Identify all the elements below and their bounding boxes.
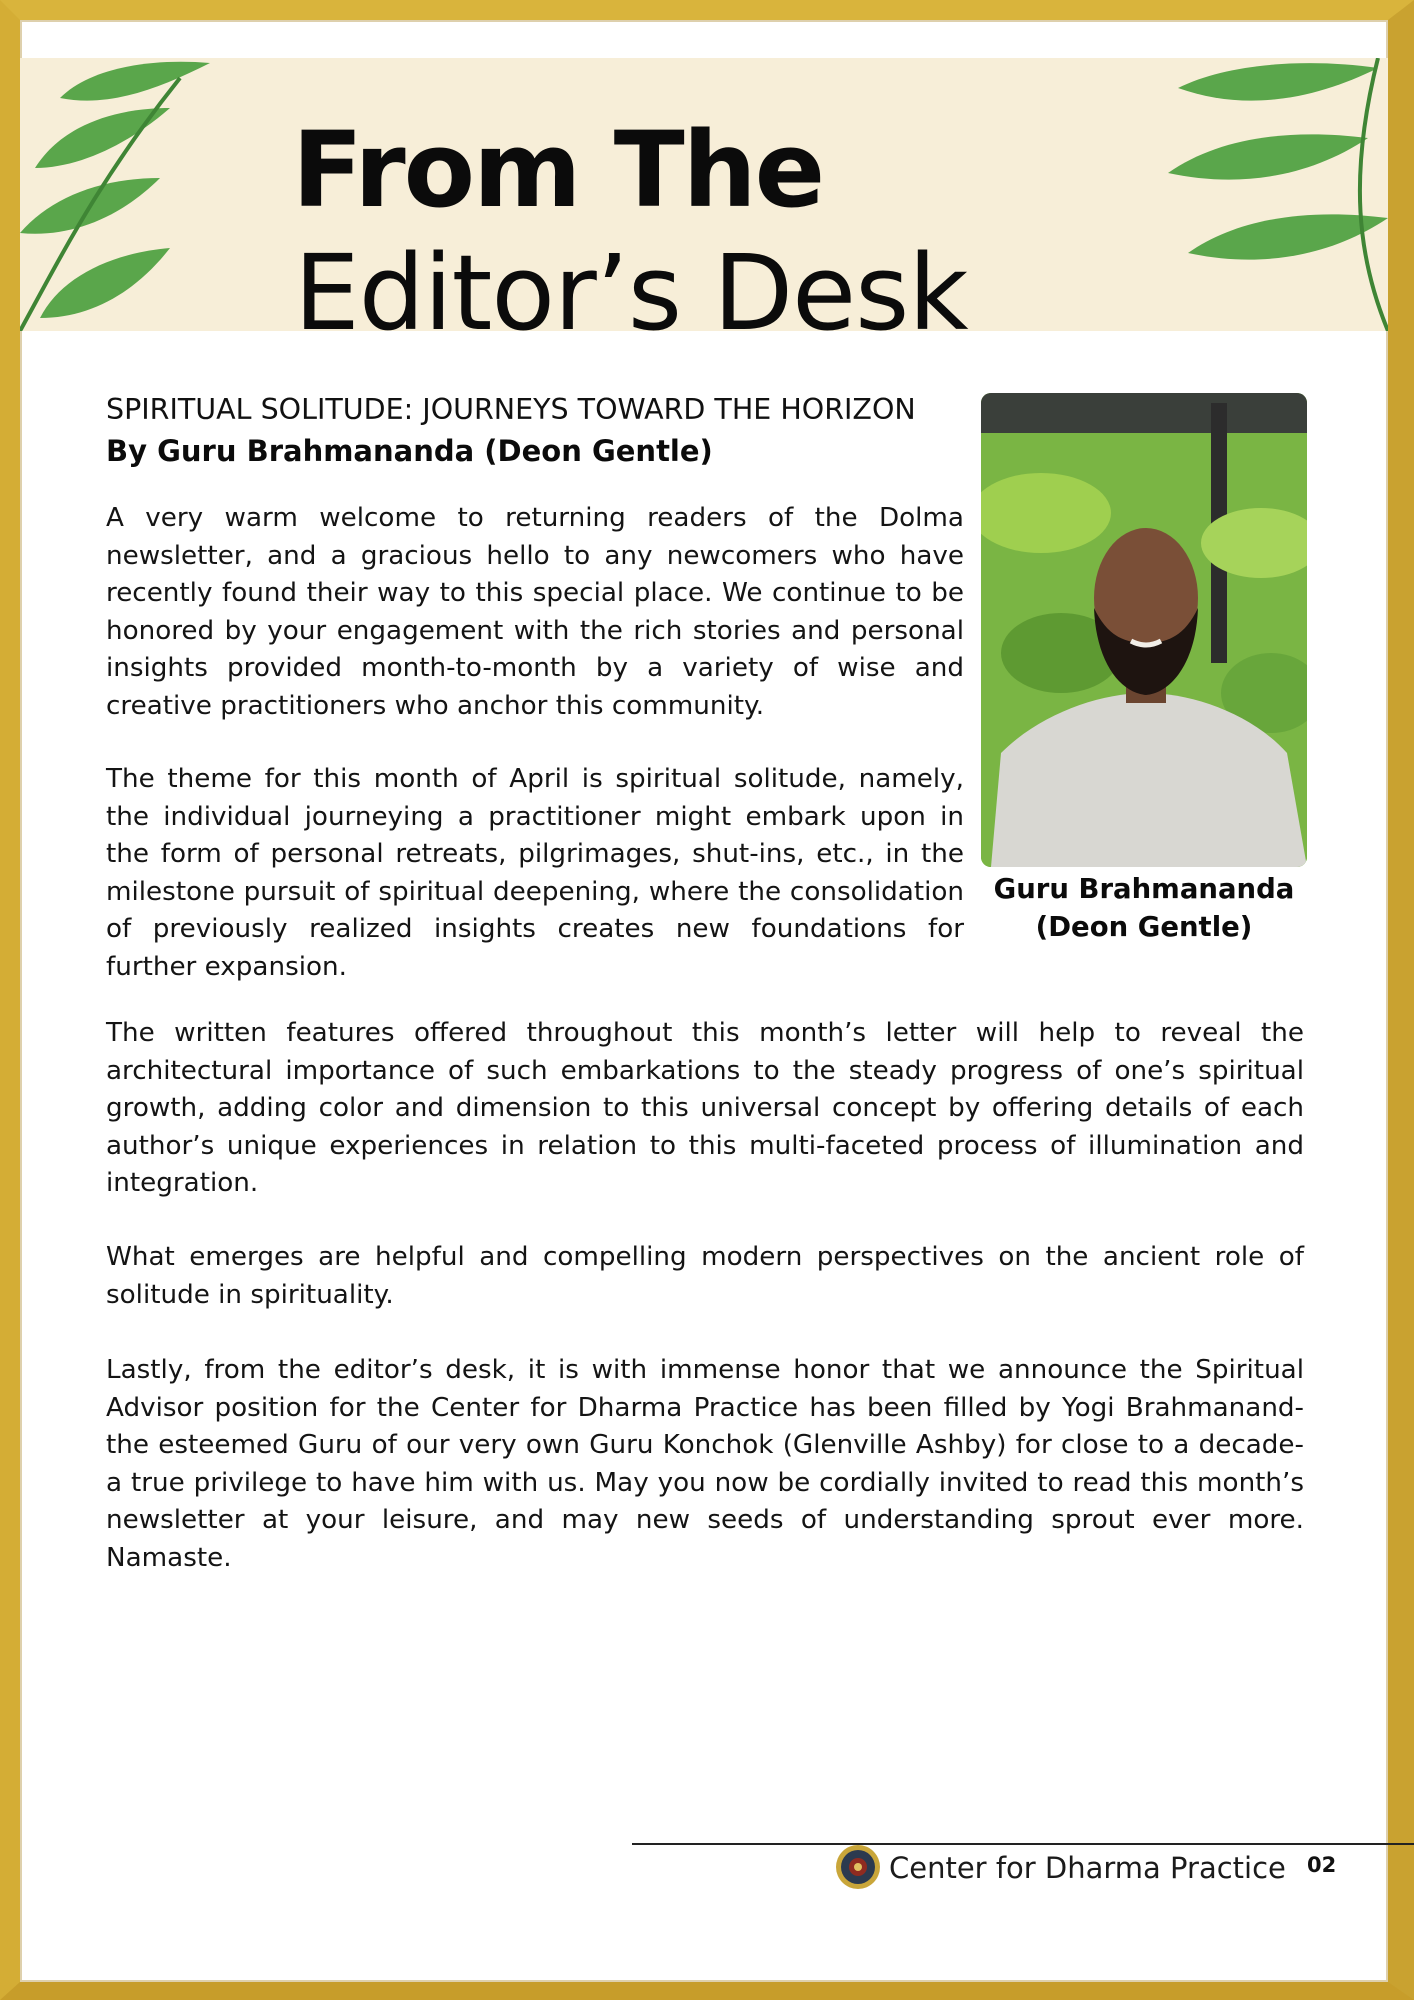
article-paragraph-3	[106, 1015, 1304, 1203]
article-paragraph-2	[106, 761, 964, 986]
banner-title-line2: Editor’s Desk	[294, 232, 968, 331]
article-byline: By Guru Brahmananda (Deon Gentle)	[106, 434, 713, 468]
article-title: SPIRITUAL SOLITUDE: JOURNEYS TOWARD THE HORIZON	[106, 393, 916, 426]
author-photo-illustration	[981, 393, 1307, 867]
author-photo	[981, 393, 1307, 867]
paragraph-text: A very warm welcome to returning readers of the Dolma newsletter, and a gracious hello to any newcomers who have recently found their way to this special place. We continue to be honored by your engagement with the rich stories and personal insights provided month-to-month by a variety of wise and creative practitioners who anchor this community.	[106, 503, 964, 721]
paragraph-text: The written features offered throughout this month’s letter will help to reveal the architectural importance of such embarkations to the steady progress of one’s spiritual growth, adding color and dimension to this universal concept by offering details of each author’s unique experiences in relation to this multi-faceted process of illumination and integration.	[106, 1018, 1304, 1198]
dharma-center-logo-icon	[834, 1843, 882, 1891]
header-banner	[20, 58, 1388, 331]
caption-line2: (Deon Gentle)	[1035, 911, 1253, 943]
footer-organization: Center for Dharma Practice	[889, 1851, 1286, 1885]
footer-divider	[632, 1843, 1414, 1845]
paragraph-text: What emerges are helpful and compelling modern perspectives on the ancient role of solitude in spirituality.	[106, 1242, 1304, 1310]
paragraph-text: Lastly, from the editor’s desk, it is with immense honor that we announce the Spiritual Advisor position for the Center for Dharma Practice has been filled by Yogi Brahmanand-the esteemed Guru of our very own Guru Konchok (Glenville Ashby) for close to a decade-a true privilege to have him with us. May you now be cordially invited to read this month’s newsletter at your leisure, and may new seeds of understanding sprout ever more. Namaste.	[106, 1355, 1304, 1573]
photo-caption	[981, 870, 1307, 946]
leaf-decoration-right	[1138, 58, 1388, 331]
leaf-decoration-left	[20, 58, 240, 331]
caption-line1: Guru Brahmananda	[993, 873, 1295, 905]
banner-title-line1: From The	[292, 109, 824, 231]
page-number: 02	[1307, 1853, 1337, 1877]
paragraph-text: The theme for this month of April is spiritual solitude, namely, the individual journeying a practitioner might embark upon in the form of personal retreats, pilgrimages, shut-ins, etc., in the milestone pursuit of spiritual deepening, where the consolidation of previously realized insights creates new foundations for further expansion.	[106, 764, 964, 982]
article-paragraph-1	[106, 500, 964, 725]
article-paragraph-4	[106, 1239, 1304, 1314]
article-paragraph-5	[106, 1352, 1304, 1577]
